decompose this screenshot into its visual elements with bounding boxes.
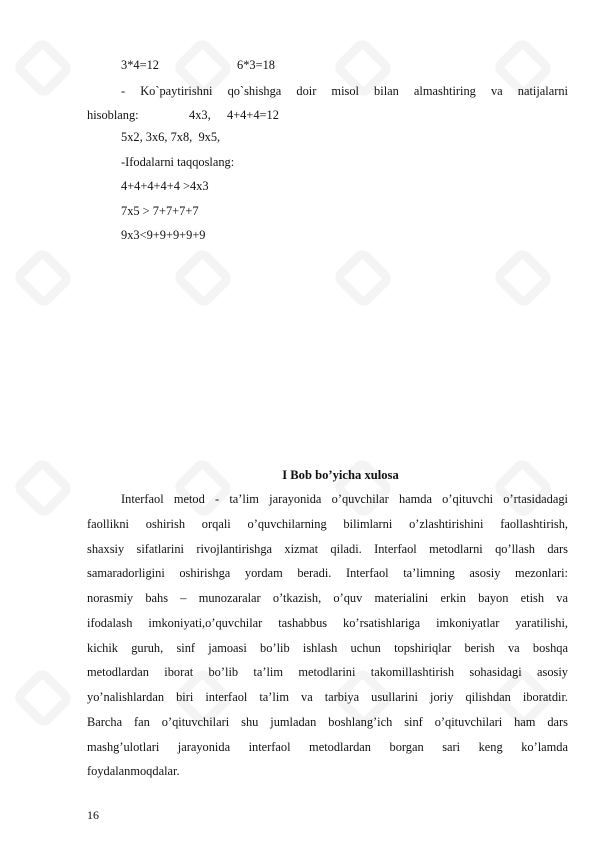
comparison-line: 9x3<9+9+9+9+9 [121, 228, 206, 242]
watermark-shape [171, 456, 235, 520]
paragraph-line: mashg’ulotlari jarayonida interfaol metodlardan borgan sari keng ko’lamda [87, 740, 568, 754]
paragraph-line: faollikni oshirish orqali o’quvchilarning bilimlarni o’zlashtirishini faollashtirish, [87, 517, 568, 531]
watermark-shape [171, 246, 235, 310]
watermark-shape [331, 456, 395, 520]
paragraph-line: metodlardan iborat bo’lib ta’lim metodlarini takomillashtirish sohasidagi asosiy [87, 665, 568, 679]
watermark-shape [11, 36, 75, 100]
paragraph-line: Barcha fan o’qituvchilari shu jumladan boshlang’ich sinf o’qituvchilari ham dars [87, 715, 568, 729]
paragraph-line: samaradorligini oshirishga yordam beradi. Interfaol ta’limning asosiy mezonlari: [87, 566, 568, 580]
watermark-shape [11, 666, 75, 730]
task-list: 5x2, 3x6, 7x8, 9x5, [121, 130, 221, 144]
exercise-instruction: -Ifodalarni taqqoslang: [121, 155, 235, 169]
watermark-shape [11, 246, 75, 310]
section-heading: I Bob bo’yicha xulosa [282, 468, 399, 482]
exercise-instruction-cont: hisoblang: [87, 108, 139, 122]
paragraph-line: shaxsiy sifatlarini rivojlantirishga xizmat qiladi. Interfaol metodlarni qo’llash dars [87, 542, 568, 556]
example-sum: 4+4+4=12 [227, 108, 279, 122]
example-product: 4x3, [189, 108, 211, 122]
watermark-shape [11, 456, 75, 520]
equation-line: 3*4=12 [121, 58, 159, 72]
paragraph-line: ifodalash imkoniyati,o’quvchilar tashabbus ko’rsatishlariga imkoniyatlar yaratilishi, [87, 616, 568, 630]
watermark-shape [331, 246, 395, 310]
paragraph-line: kichik guruh, sinf jamoasi bo’lib ishlash uchun topshiriqlar berish va boshqa [87, 641, 568, 655]
paragraph-line: Interfaol metod - ta’lim jarayonida o’quvchilar hamda o’qituvchi o’rtasidadagi [121, 492, 568, 506]
watermark-shape [491, 456, 555, 520]
exercise-instruction: - Ko`paytirishni qo`shishga doir misol bilan almashtiring va natijalarni [121, 84, 568, 98]
watermark-shape [491, 246, 555, 310]
paragraph-line: foydalanmoqdalar. [87, 764, 180, 778]
paragraph-line: norasmiy bahs – munozaralar o’tkazish, o’quv materialini erkin bayon etish va [87, 591, 568, 605]
paragraph-line: yo’nalishlardan biri interfaol ta’lim va tarbiya usullarini joriy qilishdan iboratdir. [87, 690, 568, 704]
comparison-line: 7x5 > 7+7+7+7 [121, 204, 199, 218]
equation-line: 6*3=18 [237, 58, 275, 72]
comparison-line: 4+4+4+4+4 >4x3 [121, 179, 209, 193]
page-number: 16 [87, 808, 99, 822]
